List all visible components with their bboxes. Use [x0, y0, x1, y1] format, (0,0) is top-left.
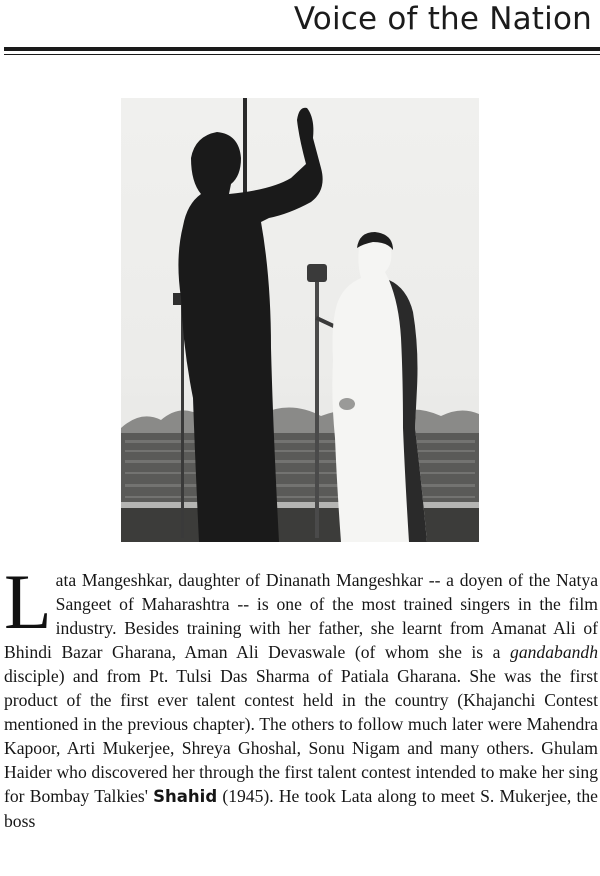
photo-illustration	[121, 98, 479, 542]
article-text-1: ata Mangeshkar, daughter of Dinanath Mangeshkar -- a doyen of the Natya Sangeet of Maharashtra -- is one of the most trained singers in the film industry. Besides training with her father, she learnt from Amanat Ali of Bhindi Bazar Gharana, Aman Ali Devaswale (of whom she is a	[4, 570, 598, 662]
page-header	[0, 0, 600, 58]
drop-cap: L	[4, 558, 52, 645]
header-rule-thick	[4, 47, 600, 51]
article-body	[4, 558, 598, 833]
article-text-3: (1945). He took Lata along to meet S. Mukerjee, the boss	[4, 786, 598, 831]
film-title: Shahid	[153, 787, 218, 806]
italic-term: gandabandh	[510, 642, 598, 662]
article-paragraph	[4, 558, 598, 833]
historic-photo	[121, 98, 479, 542]
header-rule-thin	[4, 54, 600, 55]
page-title: Voice of the Nation	[293, 1, 592, 37]
article-text-2: disciple) and from Pt. Tulsi Das Sharma of Patiala Gharana. She was the first product of the first ever talent contest held in the country (Khajanchi Contest mentioned in the previous chapter). The others to follow much later were Mahendra Kapoor, Arti Mukerjee, Shreya Ghoshal, Sonu Nigam and many others. Ghulam Haider who discovered her through the first talent contest intended to make her sing for Bombay Talkies'	[4, 666, 598, 806]
